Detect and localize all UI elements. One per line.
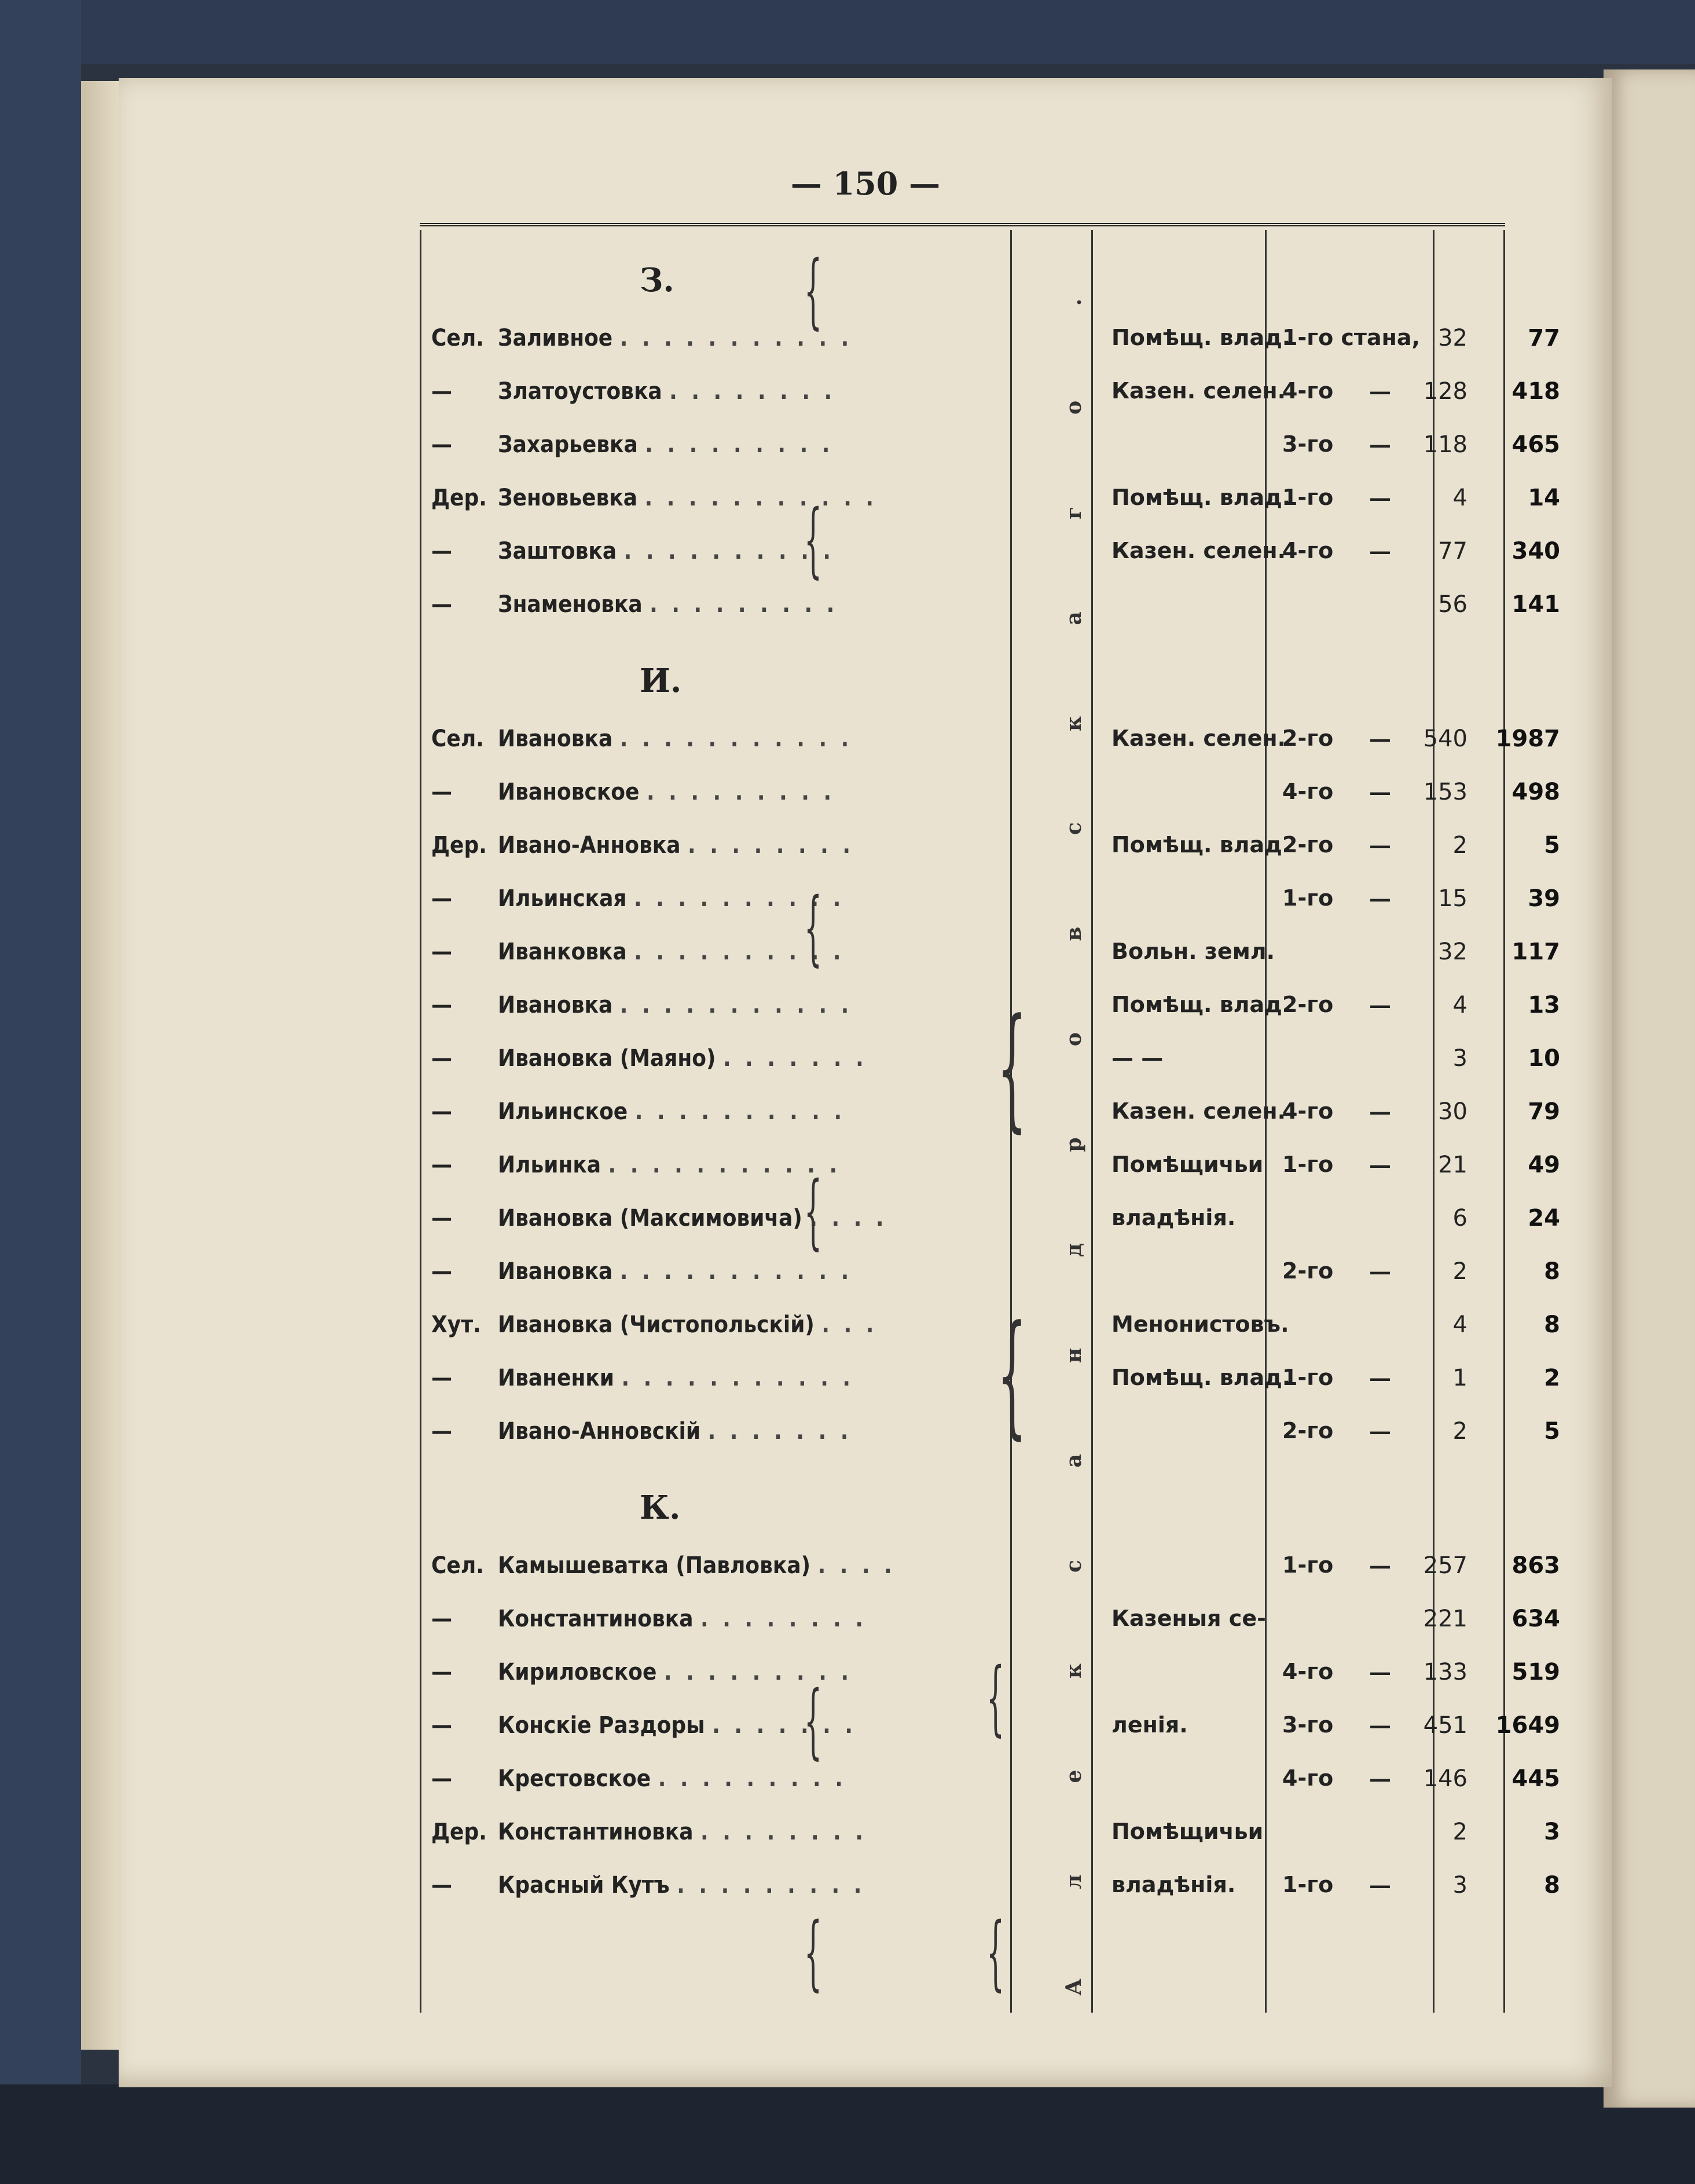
stan-district: 3-го	[1282, 1712, 1334, 1738]
households-count: 128	[1423, 378, 1467, 405]
settlement-entry	[431, 1098, 845, 1125]
ditto-dash: —	[1369, 378, 1391, 404]
settlement-name: Ивановка	[498, 992, 620, 1018]
settlement-entry	[431, 1311, 877, 1338]
population-count: 2	[1544, 1365, 1560, 1391]
population-count: 8	[1544, 1872, 1560, 1899]
settlement-type: Дер.	[431, 485, 487, 511]
settlement-name: Константиновка	[498, 1819, 700, 1845]
settlement-type: —	[431, 591, 452, 618]
settlement-name: Конскіе Раздоры	[498, 1712, 713, 1739]
district-letter: .	[1062, 298, 1086, 306]
leader-dots: . . . . . . . . . . .	[644, 485, 878, 511]
leader-dots: . . . . . . . . . .	[623, 538, 835, 565]
district-letter: к	[1062, 716, 1086, 731]
leader-dots: . . . . . . . . .	[677, 1872, 865, 1899]
settlement-entry	[431, 992, 852, 1018]
section-letter: И.	[640, 662, 682, 700]
population-count: 141	[1511, 591, 1560, 618]
ownership-type: Казен. селен.	[1111, 1098, 1286, 1124]
district-letter: с	[1062, 1559, 1086, 1573]
grouping-brace: {	[804, 493, 823, 587]
stan-district: 1-го	[1282, 1872, 1334, 1897]
settlement-name: Камышеватка (Павловка)	[498, 1552, 818, 1579]
leader-dots: . . . . . . . . .	[663, 1659, 853, 1685]
grouping-brace: {	[986, 1905, 1005, 2000]
stan-district: 2-го	[1282, 1258, 1334, 1284]
leader-dots: . . . .	[809, 1205, 887, 1232]
population-count: 863	[1511, 1552, 1560, 1579]
settlement-type: Дер.	[431, 832, 487, 859]
households-count: 1	[1452, 1365, 1467, 1391]
settlement-type: —	[431, 1712, 452, 1739]
population-count: 49	[1528, 1152, 1560, 1178]
stan-district: 2-го	[1282, 992, 1334, 1017]
district-letter: д	[1062, 1243, 1086, 1257]
stan-district: 2-го	[1282, 725, 1334, 751]
settlement-type: —	[431, 431, 452, 458]
ownership-type: — —	[1111, 1045, 1164, 1071]
population-count: 445	[1511, 1765, 1560, 1792]
settlement-entry	[431, 885, 844, 912]
ditto-dash: —	[1369, 1659, 1391, 1685]
ownership-type: Казен. селен.	[1111, 378, 1286, 404]
settlement-name: Ивано-Анновка	[498, 832, 688, 859]
page-number: — 150 —	[790, 165, 941, 202]
leader-dots: . . . . . . . . . . .	[619, 1258, 853, 1285]
ownership-type: Помѣщ. влад.	[1111, 1365, 1291, 1390]
leader-dots: . . . . . . . . . . .	[619, 725, 853, 752]
settlement-type: Хут.	[431, 1311, 481, 1338]
households-count: 2	[1452, 1258, 1467, 1285]
settlement-type: Сел.	[431, 1552, 484, 1579]
settlement-name: Ильинская	[498, 885, 634, 912]
settlement-name: Ивановка	[498, 725, 620, 752]
settlement-type: —	[431, 992, 452, 1018]
leader-dots: . . . . . . . . .	[646, 779, 835, 805]
ditto-dash: —	[1369, 485, 1391, 511]
settlement-entry	[431, 1552, 896, 1579]
stan-district: 2-го	[1282, 1418, 1334, 1443]
settlement-type: —	[431, 939, 452, 965]
district-letter: о	[1062, 1032, 1086, 1047]
households-count: 77	[1438, 538, 1467, 565]
households-count: 6	[1452, 1205, 1467, 1232]
table-rule-2	[1091, 230, 1093, 2013]
settlement-entry	[431, 779, 835, 805]
population-count: 117	[1511, 939, 1560, 965]
grouping-brace: {	[804, 881, 823, 975]
households-count: 2	[1452, 1819, 1467, 1845]
settlement-entry	[431, 939, 845, 965]
settlement-entry	[431, 1819, 867, 1845]
households-count: 118	[1423, 431, 1467, 458]
district-letter: г	[1062, 506, 1086, 519]
settlement-type: —	[431, 1606, 452, 1632]
settlement-entry	[431, 1659, 852, 1685]
stan-district: 4-го	[1282, 1098, 1334, 1124]
population-count: 10	[1528, 1045, 1560, 1072]
ditto-dash: —	[1369, 538, 1391, 564]
stan-district: 1-го	[1282, 1552, 1334, 1578]
settlement-name: Зеновьевка	[498, 485, 645, 511]
leader-dots: . . . . . . . . .	[658, 1765, 846, 1792]
settlement-entry	[431, 1258, 852, 1285]
settlement-entry	[431, 1418, 852, 1445]
population-count: 39	[1528, 885, 1560, 912]
ditto-dash: —	[1369, 779, 1391, 805]
households-count: 2	[1452, 832, 1467, 859]
settlement-entry	[431, 725, 852, 752]
population-count: 519	[1511, 1659, 1560, 1685]
section-letter: З.	[640, 261, 674, 299]
households-count: 30	[1438, 1098, 1467, 1125]
settlement-type: —	[431, 1045, 452, 1072]
stan-district: 4-го	[1282, 779, 1334, 804]
district-letter: а	[1062, 611, 1086, 625]
ditto-dash: —	[1369, 1765, 1391, 1791]
settlement-entry	[431, 1045, 867, 1072]
grouping-brace: {	[804, 1164, 823, 1259]
households-count: 133	[1423, 1659, 1467, 1685]
leader-dots: . . . . . . . .	[669, 378, 836, 405]
stan-district: 1-го	[1282, 1152, 1334, 1177]
leader-dots: . . . . . . . . . . .	[621, 1365, 854, 1391]
households-count: 3	[1452, 1045, 1467, 1072]
ditto-dash: —	[1369, 1098, 1391, 1124]
households-count: 451	[1423, 1712, 1467, 1739]
settlement-entry	[431, 832, 854, 859]
stan-district: 4-го	[1282, 1765, 1334, 1791]
settlement-name: Заливное	[498, 325, 620, 351]
settlement-name: Ивановка (Маяно)	[498, 1045, 723, 1072]
leader-dots: . . . . . . . . .	[645, 431, 834, 458]
population-count: 465	[1511, 431, 1560, 458]
settlement-name: Ивано-Анновскій	[498, 1418, 708, 1445]
ownership-type: Казен. селен.	[1111, 538, 1286, 563]
ownership-type: Казеныя се-	[1111, 1606, 1266, 1631]
population-count: 24	[1528, 1205, 1560, 1232]
households-count: 153	[1423, 779, 1467, 805]
households-count: 146	[1423, 1765, 1467, 1792]
settlement-type: —	[431, 1659, 452, 1685]
district-letter: е	[1062, 1769, 1086, 1783]
households-count: 21	[1438, 1152, 1467, 1178]
grouping-brace: {	[804, 244, 823, 338]
leader-dots: . . . . . . .	[712, 1712, 857, 1739]
settlement-type: —	[431, 1205, 452, 1232]
settlement-entry	[431, 1365, 854, 1391]
settlement-name: Златоустовка	[498, 378, 670, 405]
grouping-brace: {	[997, 991, 1027, 1145]
district-letter: н	[1062, 1347, 1086, 1363]
settlement-type: —	[431, 1765, 452, 1792]
settlement-name: Ивановка (Максимовича)	[498, 1205, 810, 1232]
ditto-dash: —	[1369, 1365, 1391, 1391]
settlement-entry	[431, 591, 838, 618]
population-count: 498	[1511, 779, 1560, 805]
settlement-type: Сел.	[431, 725, 484, 752]
table-rule-left	[420, 230, 421, 2013]
settlement-entry	[431, 325, 852, 351]
district-letter: с	[1062, 822, 1086, 836]
scan-background-bottom	[0, 2084, 1695, 2184]
book-page	[119, 78, 1612, 2087]
stan-district: 4-го	[1282, 378, 1334, 404]
ownership-type: ленія.	[1111, 1712, 1188, 1738]
district-letter: в	[1062, 926, 1086, 941]
ownership-type: Помѣщ. влад.	[1111, 832, 1291, 858]
ownership-type: владѣнія.	[1111, 1205, 1236, 1230]
district-letter: л	[1062, 1874, 1086, 1889]
ownership-type: Помѣщ. влад.	[1111, 325, 1291, 350]
leader-dots: . . . .	[817, 1552, 896, 1579]
settlement-type: Дер.	[431, 1819, 487, 1845]
ownership-type: Менонистовъ.	[1111, 1311, 1289, 1337]
ownership-type: Казен. селен.	[1111, 725, 1286, 751]
leader-dots: . . .	[821, 1311, 878, 1338]
population-count: 8	[1544, 1258, 1560, 1285]
settlement-type: —	[431, 1365, 452, 1391]
settlement-name: Кириловское	[498, 1659, 664, 1685]
population-count: 634	[1511, 1606, 1560, 1632]
leader-dots: . . . . . . . . . .	[634, 939, 845, 965]
settlement-name: Ивановка	[498, 1258, 620, 1285]
population-count: 5	[1544, 1418, 1560, 1445]
ditto-dash: —	[1369, 725, 1391, 752]
settlement-entry	[431, 1872, 865, 1899]
settlement-entry	[431, 1606, 867, 1632]
settlement-entry	[431, 1712, 856, 1739]
population-count: 3	[1544, 1819, 1560, 1845]
settlement-type: —	[431, 1098, 452, 1125]
settlement-type: —	[431, 885, 452, 912]
households-count: 221	[1423, 1606, 1467, 1632]
settlement-name: Красный Кутъ	[498, 1872, 677, 1899]
settlement-name: Знаменовка	[498, 591, 650, 618]
population-count: 340	[1511, 538, 1560, 565]
population-count: 8	[1544, 1311, 1560, 1338]
settlement-name: Ильинка	[498, 1152, 608, 1178]
population-count: 5	[1544, 832, 1560, 859]
settlement-type: —	[431, 538, 452, 565]
settlement-type: —	[431, 1258, 452, 1285]
scan-background-top	[0, 0, 1695, 64]
leader-dots: . . . . . . . . . . .	[619, 992, 853, 1018]
population-count: 1649	[1495, 1712, 1560, 1739]
leader-dots: . . . . . . . .	[700, 1606, 867, 1632]
households-count: 3	[1452, 1872, 1467, 1899]
district-letter: А	[1062, 1978, 1086, 1996]
ditto-dash: —	[1369, 1418, 1391, 1444]
settlement-name: Константиновка	[498, 1606, 700, 1632]
settlement-type: —	[431, 1418, 452, 1445]
population-count: 418	[1511, 378, 1560, 405]
settlement-type: —	[431, 378, 452, 405]
ownership-type: Помѣщ. влад.	[1111, 992, 1291, 1017]
ditto-dash: —	[1369, 431, 1391, 457]
households-count: 540	[1423, 725, 1467, 752]
households-count: 15	[1438, 885, 1467, 912]
settlement-entry	[431, 1765, 846, 1792]
households-count: 2	[1452, 1418, 1467, 1445]
settlement-name: Иванковка	[498, 939, 634, 965]
settlement-name: Захарьевка	[498, 431, 645, 458]
grouping-brace: {	[986, 1651, 1005, 1745]
settlement-name: Крестовское	[498, 1765, 658, 1792]
settlement-entry	[431, 431, 833, 458]
settlement-entry	[431, 378, 835, 405]
stan-district: 1-го стана,	[1282, 325, 1420, 350]
settlement-type: —	[431, 1872, 452, 1899]
ditto-dash: —	[1369, 1712, 1391, 1738]
households-count: 257	[1423, 1552, 1467, 1579]
ditto-dash: —	[1369, 1258, 1391, 1284]
leader-dots: . . . . . . . . . .	[634, 1098, 846, 1125]
population-count: 77	[1528, 325, 1560, 351]
settlement-name: Иваненки	[498, 1365, 622, 1391]
leader-dots: . . . . . . . .	[700, 1819, 867, 1845]
leader-dots: . . . . . . . . . . .	[619, 325, 853, 351]
population-count: 14	[1528, 485, 1560, 511]
facing-page-edge	[1604, 69, 1695, 2108]
settlement-type: —	[431, 779, 452, 805]
ditto-dash: —	[1369, 1552, 1391, 1578]
ownership-type: Помѣщ. влад.	[1111, 485, 1291, 510]
leader-dots: . . . . . . . .	[688, 832, 854, 859]
ownership-type: владѣнія.	[1111, 1872, 1236, 1897]
district-letter: о	[1062, 400, 1086, 415]
households-count: 56	[1438, 591, 1467, 618]
grouping-brace: {	[997, 1298, 1027, 1452]
households-count: 32	[1438, 325, 1467, 351]
district-letter: а	[1062, 1453, 1086, 1468]
population-count: 79	[1528, 1098, 1560, 1125]
settlement-type: Сел.	[431, 325, 484, 351]
stan-district: 1-го	[1282, 885, 1334, 911]
leader-dots: . . . . . . .	[707, 1418, 852, 1445]
stan-district: 1-го	[1282, 485, 1334, 510]
ditto-dash: —	[1369, 992, 1391, 1018]
settlement-type: —	[431, 1152, 452, 1178]
households-count: 4	[1452, 1311, 1467, 1338]
ownership-type: Помѣщичьи	[1111, 1819, 1264, 1844]
stan-district: 4-го	[1282, 538, 1334, 563]
settlement-name: Ивановка (Чистопольскій)	[498, 1311, 822, 1338]
settlement-name: Ильинское	[498, 1098, 635, 1125]
ownership-type: Вольн. земл.	[1111, 939, 1275, 964]
stan-district: 3-го	[1282, 431, 1334, 457]
households-count: 4	[1452, 992, 1467, 1018]
ditto-dash: —	[1369, 832, 1391, 858]
grouping-brace: {	[804, 1905, 823, 2000]
district-letter: р	[1062, 1137, 1086, 1152]
ditto-dash: —	[1369, 1872, 1391, 1898]
households-count: 32	[1438, 939, 1467, 965]
households-count: 4	[1452, 485, 1467, 511]
district-letter: к	[1062, 1663, 1086, 1679]
section-letter: К.	[640, 1489, 681, 1527]
ditto-dash: —	[1369, 1152, 1391, 1178]
stan-district: 4-го	[1282, 1659, 1334, 1684]
leader-dots: . . . . . . . . . . .	[608, 1152, 841, 1178]
settlement-entry	[431, 1152, 841, 1178]
ownership-type: Помѣщичьи	[1111, 1152, 1264, 1177]
grouping-brace: {	[804, 1674, 823, 1768]
ditto-dash: —	[1369, 885, 1391, 911]
stan-district: 2-го	[1282, 832, 1334, 858]
gazetteer-table	[420, 223, 1560, 2013]
stan-district: 1-го	[1282, 1365, 1334, 1390]
leader-dots: . . . . . . . . .	[650, 591, 838, 618]
population-count: 1987	[1495, 725, 1560, 752]
population-count: 13	[1528, 992, 1560, 1018]
book-cover-edge	[0, 0, 81, 2184]
settlement-entry	[431, 538, 834, 565]
leader-dots: . . . . . . .	[722, 1045, 867, 1072]
settlement-name: Заштовка	[498, 538, 624, 565]
settlement-name: Ивановское	[498, 779, 647, 805]
leader-dots: . . . . . . . . . .	[633, 885, 845, 912]
